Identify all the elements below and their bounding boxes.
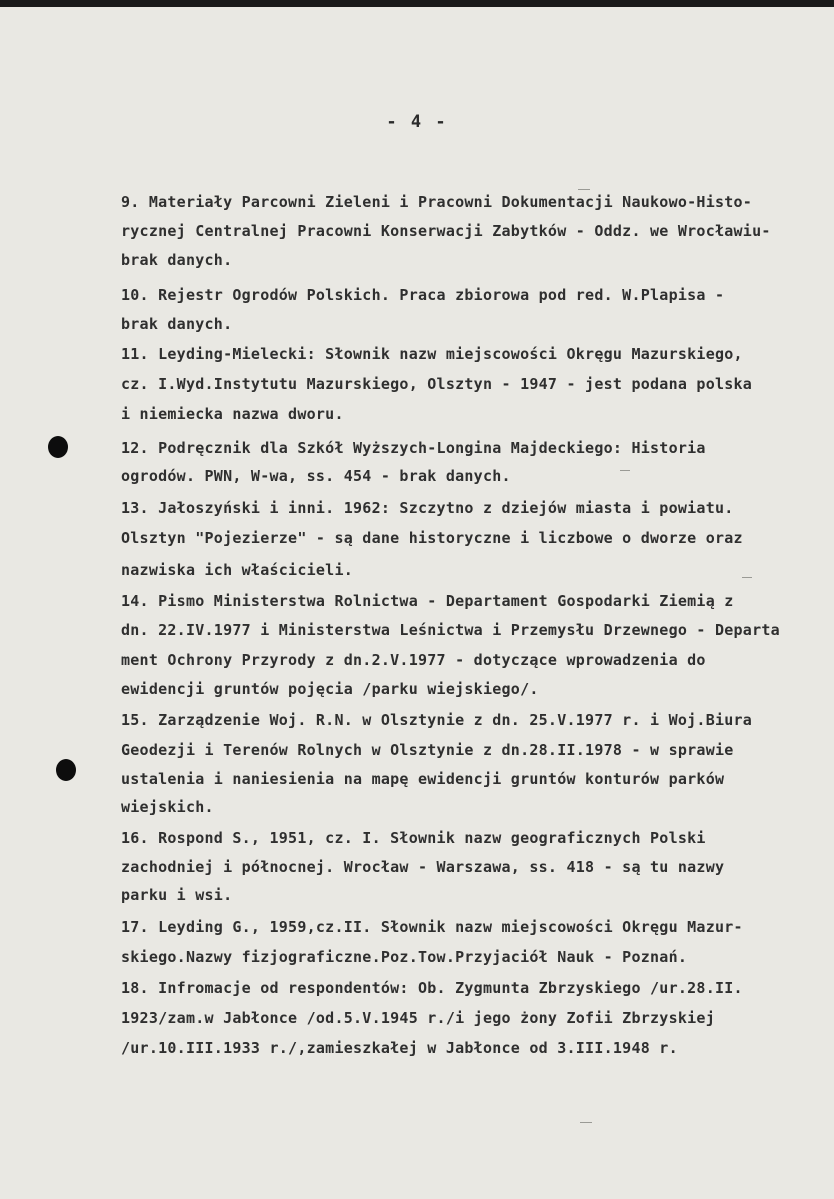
text-line: skiego.Nazwy fizjograficzne.Poz.Tow.Przyjaciół Nauk - Poznań. [121,948,688,966]
text-line: 12. Podręcznik dla Szkół Wyższych-Longina Majdeckiego: Historia [121,439,706,457]
punch-hole-bottom [56,759,76,781]
page-number: - 4 - [386,112,448,132]
text-line: ogrodów. PWN, W-wa, ss. 454 - brak danych. [121,467,511,485]
divider-mark [620,470,630,471]
text-line: Olsztyn "Pojezierze" - są dane historyczne i liczbowe o dworze oraz [121,529,743,547]
text-line: dn. 22.IV.1977 i Ministerstwa Leśnictwa i Przemysłu Drzewnego - Departa [121,621,780,639]
text-line: rycznej Centralnej Pracowni Konserwacji Zabytków - Oddz. we Wrocławiu- [121,222,771,240]
text-line: ment Ochrony Przyrody z dn.2.V.1977 - dotyczące wprowadzenia do [121,651,706,669]
text-line: zachodniej i północnej. Wrocław - Warszawa, ss. 418 - są tu nazwy [121,858,725,876]
divider-mark [742,577,752,578]
text-line: ustalenia i naniesienia na mapę ewidencji gruntów konturów parków [121,770,725,788]
text-line: 18. Infromacje od respondentów: Ob. Zygmunta Zbrzyskiego /ur.28.II. [121,979,743,997]
text-line: wiejskich. [121,798,214,816]
text-line: Geodezji i Terenów Rolnych w Olsztynie z dn.28.II.1978 - w sprawie [121,741,734,759]
text-line: parku i wsi. [121,886,233,904]
text-line: i niemiecka nazwa dworu. [121,405,344,423]
divider-mark [578,189,590,190]
text-line: ewidencji gruntów pojęcia /parku wiejskiego/. [121,680,539,698]
divider-mark [580,1122,592,1123]
text-line: /ur.10.III.1933 r./,zamieszkałej w Jabłonce od 3.III.1948 r. [121,1039,678,1057]
text-line: nazwiska ich właścicieli. [121,561,354,579]
text-line: 13. Jałoszyński i inni. 1962: Szczytno z dziejów miasta i powiatu. [121,499,734,517]
text-line: 11. Leyding-Mielecki: Słownik nazw miejscowości Okręgu Mazurskiego, [121,345,743,363]
punch-hole-top [48,436,68,458]
text-line: 14. Pismo Ministerstwa Rolnictwa - Departament Gospodarki Ziemią z [121,592,734,610]
top-border [0,0,834,7]
text-line: brak danych. [121,315,233,333]
text-line: 1923/zam.w Jabłonce /od.5.V.1945 r./i jego żony Zofii Zbrzyskiej [121,1009,715,1027]
text-line: 16. Rospond S., 1951, cz. I. Słownik nazw geograficznych Polski [121,829,706,847]
text-line: 17. Leyding G., 1959,cz.II. Słownik nazw miejscowości Okręgu Mazur- [121,918,743,936]
text-line: cz. I.Wyd.Instytutu Mazurskiego, Olsztyn - 1947 - jest podana polska [121,375,753,393]
text-line: 10. Rejestr Ogrodów Polskich. Praca zbiorowa pod red. W.Plapisa - [121,286,725,304]
text-line: 15. Zarządzenie Woj. R.N. w Olsztynie z dn. 25.V.1977 r. i Woj.Biura [121,711,753,729]
text-line: brak danych. [121,251,233,269]
text-line: 9. Materiały Parcowni Zieleni i Pracowni Dokumentacji Naukowo-Histo- [121,193,753,211]
